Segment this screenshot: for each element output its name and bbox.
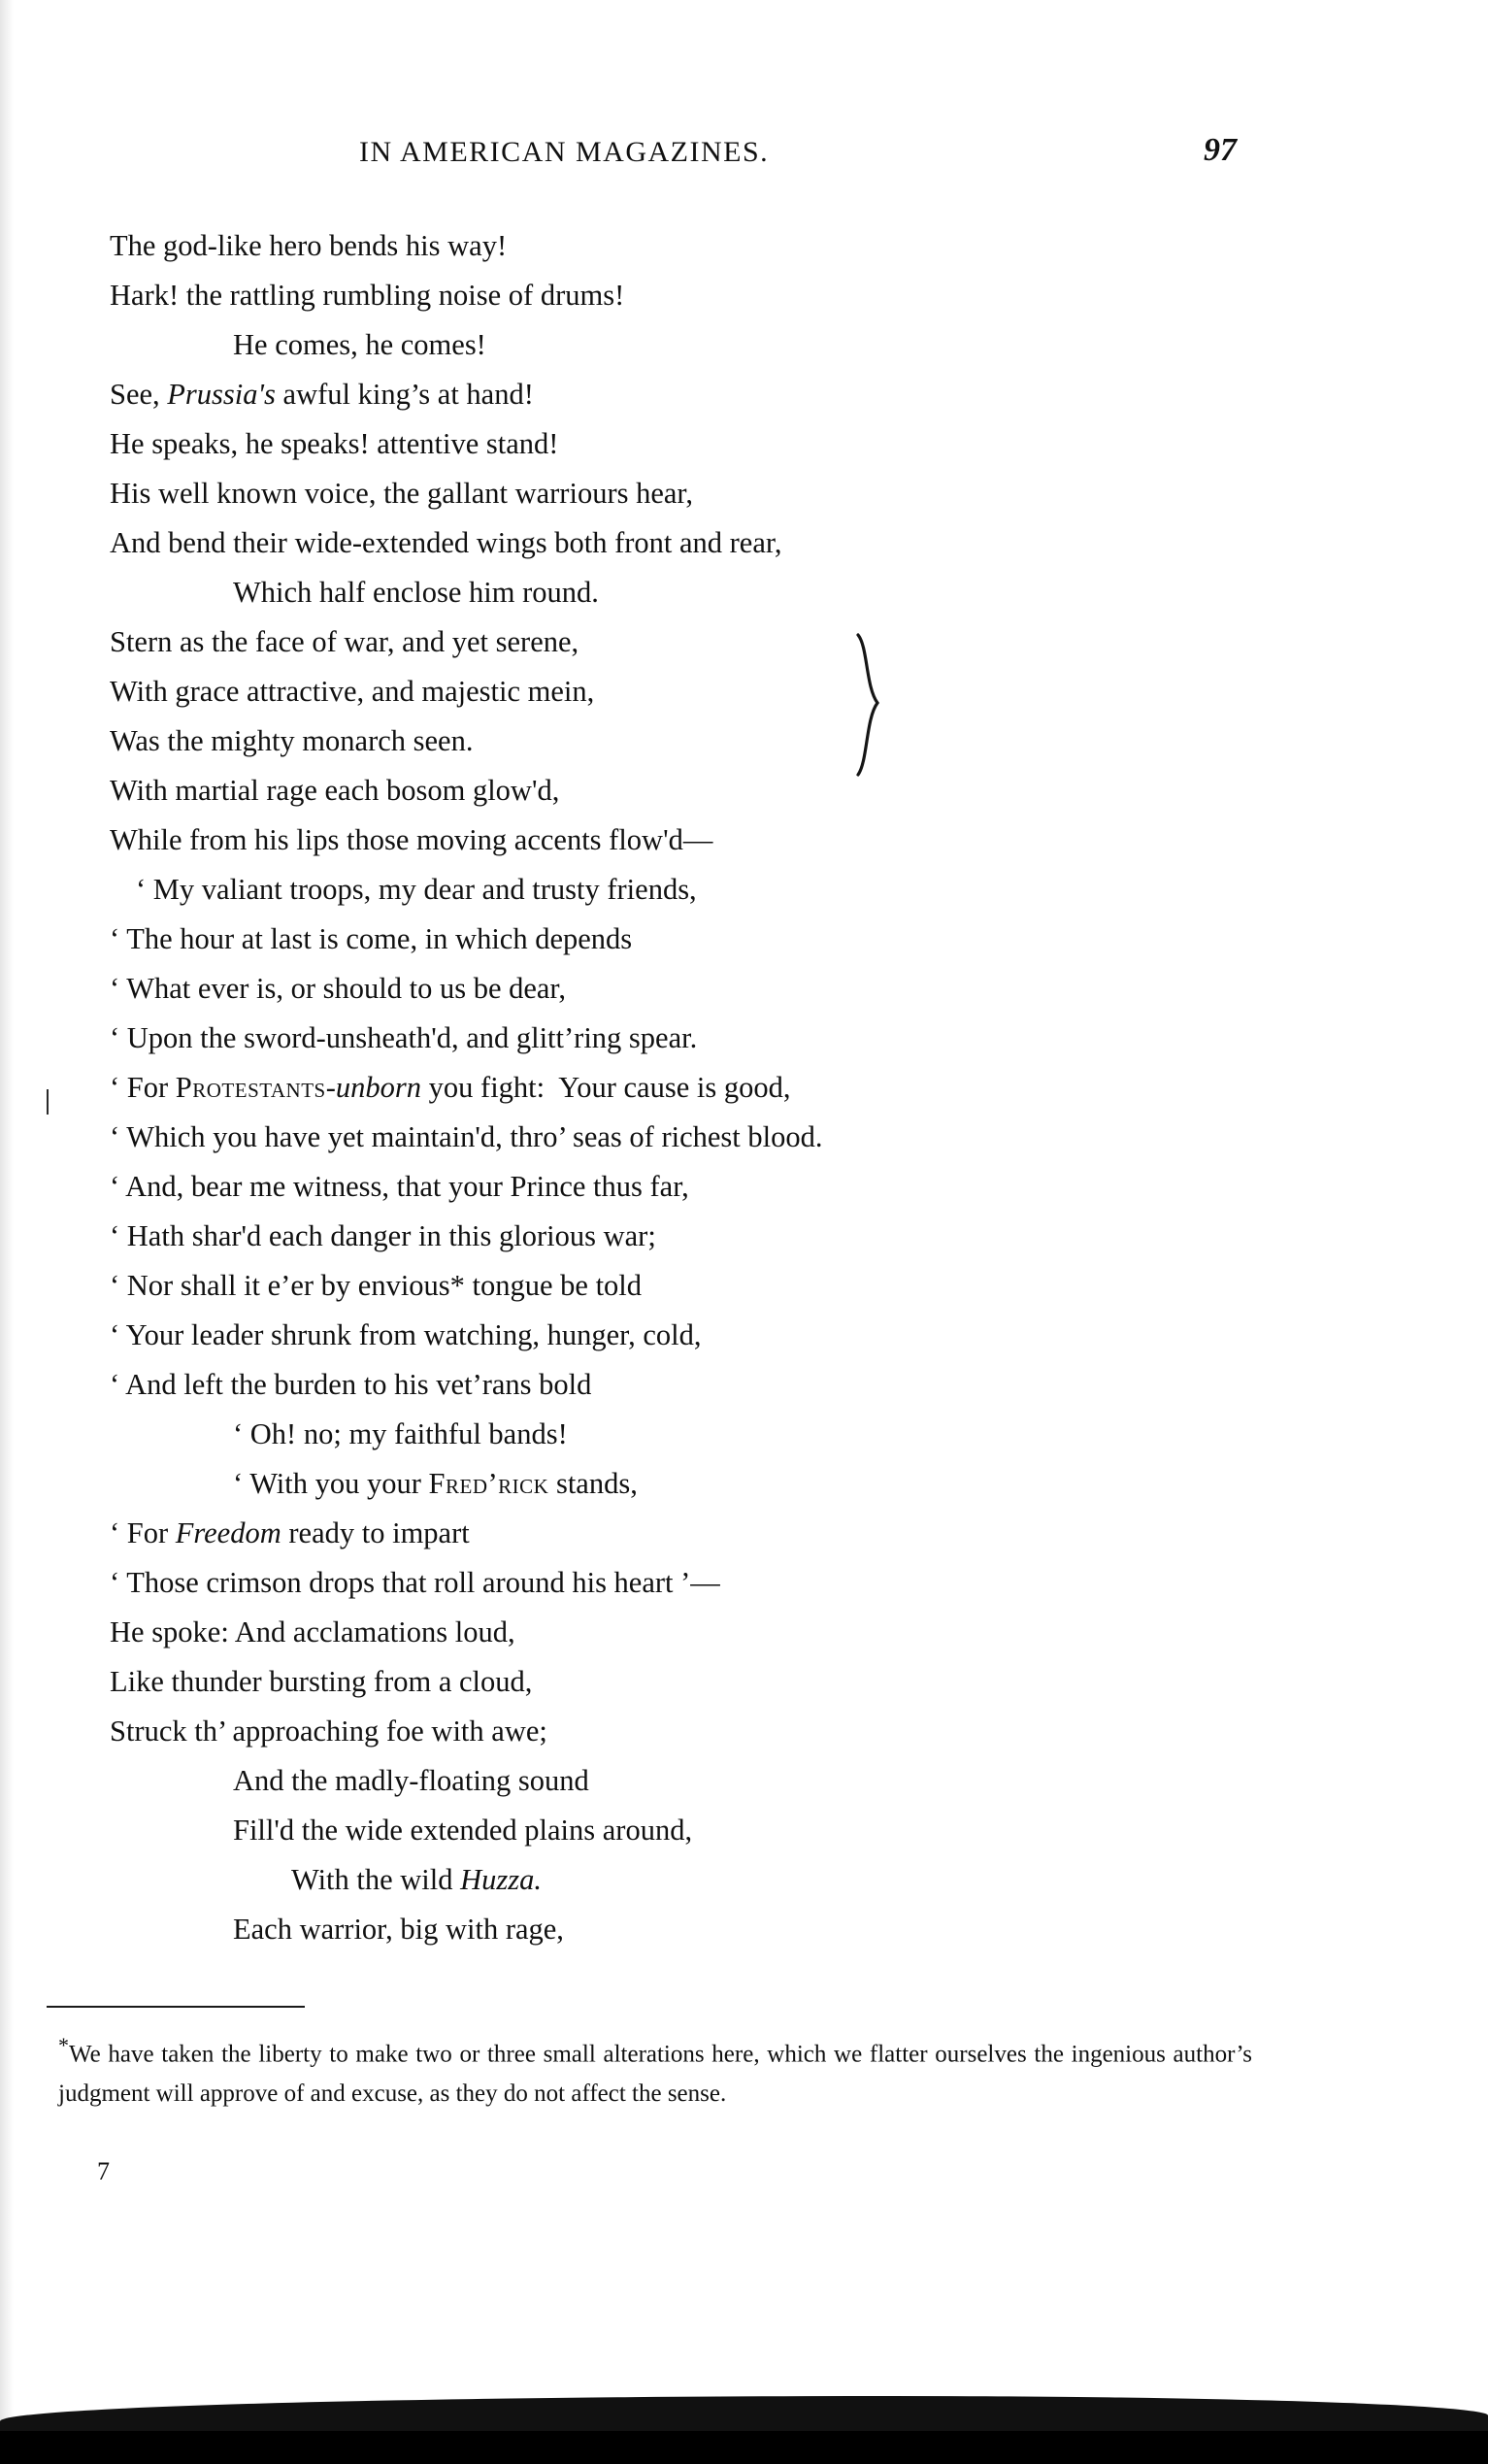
poem-body [0,221,1488,1954]
poem-line: Struck th’ approaching foe with awe; [110,1715,547,1748]
poem-line: See, Prussia's awful king’s at hand! [110,378,534,411]
poem-line: ‘ For Freedom ready to impart [110,1516,470,1549]
poem-line: With grace attractive, and majestic mein, [110,675,595,708]
scan-edge-artifact [0,2396,1488,2464]
poem-line: And the madly-floating sound [233,1764,589,1797]
poem-line-italic: Prussia's [167,378,276,411]
poem-line: He spoke: And acclamations loud, [110,1615,515,1648]
poem-line: ‘ And, bear me witness, that your Prince thus far, [110,1170,689,1203]
smallcaps-protestants: Protestants [175,1071,326,1104]
footnote-body: We have taken the liberty to make two or three small alterations here, which we flatter ourselves the ingenious author’s judgment will approve of and excuse, as they do not affect the sense. [58,2041,1252,2108]
margin-tick-mark [47,1089,49,1115]
poem-line: Each warrior, big with rage, [233,1913,564,1946]
smallcaps-fredrick: Fred’rick [428,1467,549,1500]
poem-line: ‘ For Protestants-unborn you fight: Your cause is good, [110,1071,791,1104]
poem-line: ‘ With you your Fred’rick stands, [233,1467,638,1500]
poem-line: ‘ My valiant troops, my dear and trusty friends, [136,873,697,906]
poem-line: ‘ Oh! no; my faithful bands! [233,1417,568,1450]
poem-line: ‘ The hour at last is come, in which depends [110,922,633,955]
poem-line: Was the mighty monarch seen. [110,724,474,757]
footnote-text [58,2025,1252,2114]
poem-line: Fill'd the wide extended plains around, [233,1814,693,1847]
poem-line: Which half enclose him round. [233,576,599,609]
footnote-rule [47,2006,305,2008]
poem-line-italic: Freedom [175,1516,281,1549]
poem-line: Like thunder bursting from a cloud, [110,1665,533,1698]
poem-line: Hark! the rattling rumbling noise of drums! [110,279,625,312]
poem-line: With martial rage each bosom glow'd, [110,774,560,807]
poem-line: ‘ Hath shar'd each danger in this glorious war; [110,1219,656,1252]
signature-mark: 7 [97,2157,110,2185]
running-title: IN AMERICAN MAGAZINES. [359,136,770,168]
poem-line: His well known voice, the gallant warriours hear, [110,477,693,510]
poem-line: He comes, he comes! [233,328,486,361]
poem-line: ‘ What ever is, or should to us be dear, [110,972,566,1005]
scan-edge-artifact-inner [0,2431,1488,2464]
poem-line: With the wild Huzza. [291,1863,543,1896]
poem-line: He speaks, he speaks! attentive stand! [110,427,559,460]
poem-line-italic: Huzza. [460,1863,543,1896]
poem-line: While from his lips those moving accents flow'd— [110,823,713,856]
page-header [0,132,1488,184]
page-number: 97 [1204,132,1237,168]
poem-line: The god-like hero bends his way! [110,229,508,262]
poem-line: And bend their wide-extended wings both front and rear, [110,526,782,559]
poem-line-italic: unborn [335,1071,422,1104]
poem-line: ‘ Your leader shrunk from watching, hunger, cold, [110,1318,702,1351]
poem-line: ‘ Nor shall it e’er by envious* tongue be told [110,1269,643,1302]
poem-line: ‘ Those crimson drops that roll around his heart ’— [110,1566,720,1599]
poem-line: Stern as the face of war, and yet serene, [110,625,579,658]
footnote-marker: * [58,2033,69,2057]
poem-line: ‘ Which you have yet maintain'd, thro’ seas of richest blood. [110,1120,823,1153]
poem-line: ‘ Upon the sword-unsheath'd, and glitt’ring spear. [110,1021,698,1054]
poem-line: ‘ And left the burden to his vet’rans bold [110,1368,592,1401]
